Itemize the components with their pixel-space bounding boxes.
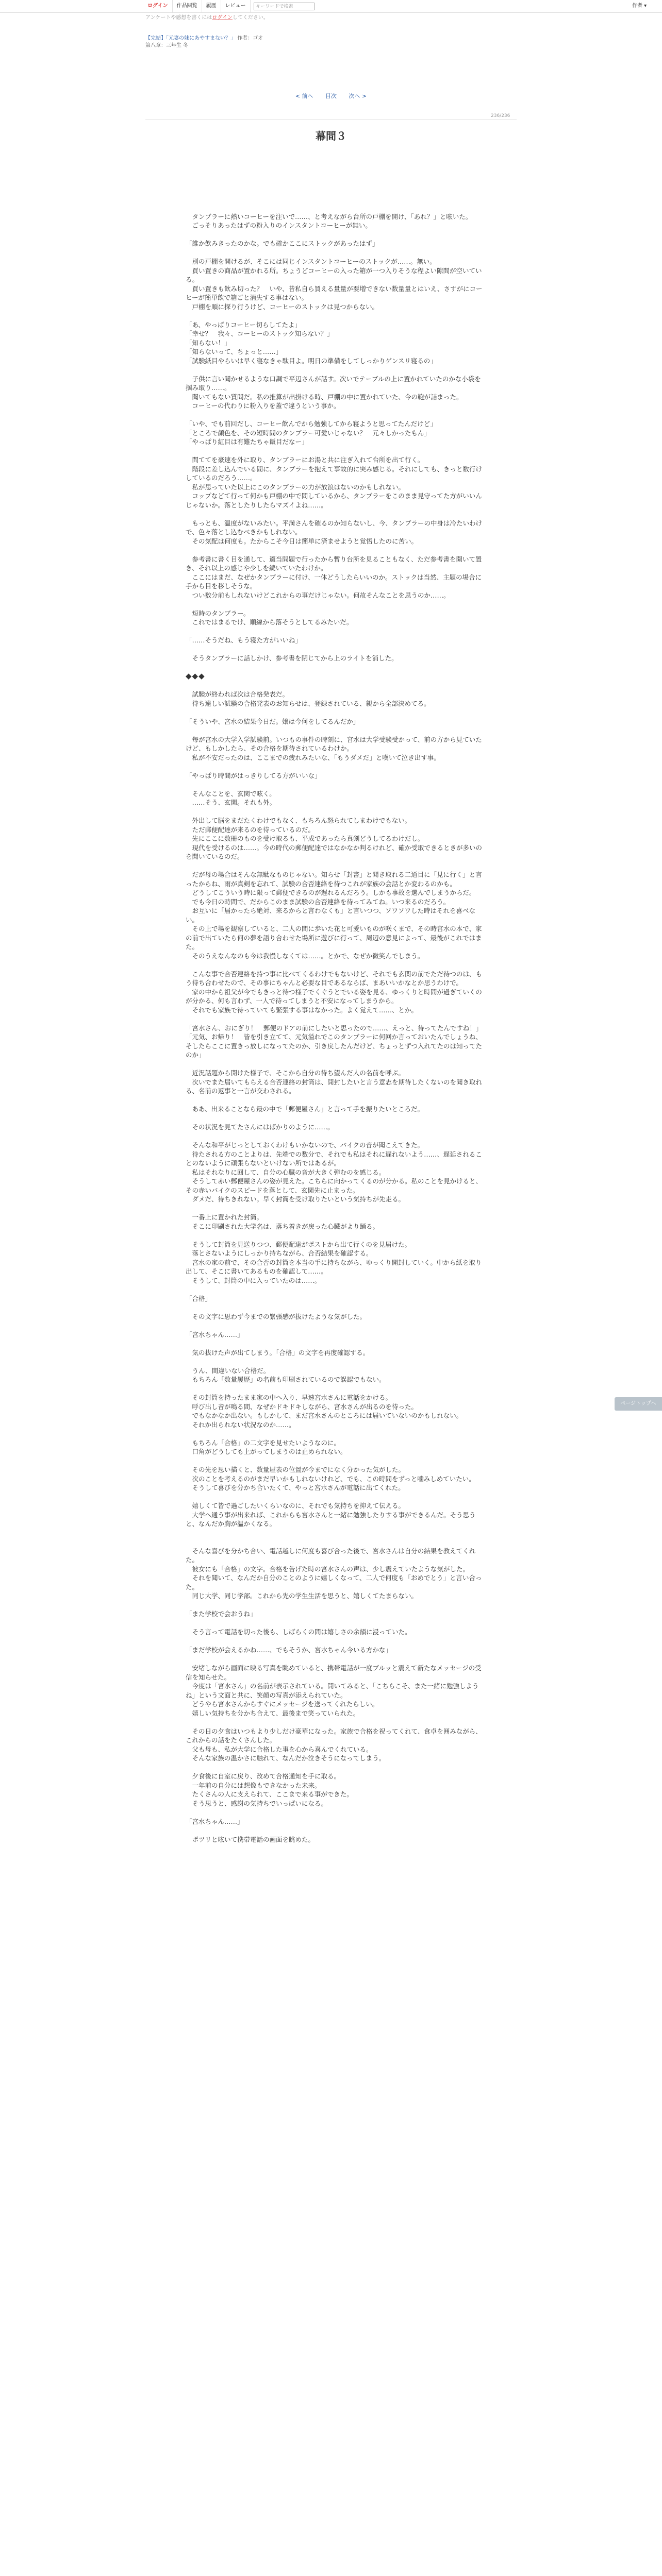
blank-line: [186, 726, 485, 735]
paragraph: 大学へ通う事が出来れば、これからも宮水さんと一緒に勉強したりする事ができるんだ。そう思うと、なんだか胸が温かくなる。: [186, 1511, 476, 1528]
paragraph: 近況話題から開けた様子で、そこから自分の待ち望んだ人の名前を呼ぶ。: [186, 1069, 405, 1077]
blank-line: [186, 411, 485, 420]
paragraph: 「合格」: [186, 1294, 212, 1302]
paragraph: 「やっぱり時間がはっきりしてる方がいいな」: [186, 771, 321, 779]
blank-line: [186, 780, 485, 789]
paragraph: その気配は何度も。たからこそ今日は簡単に済ませようと覚悟したのに苦い。: [186, 537, 418, 545]
blank-line: [186, 230, 485, 240]
blank-line: [186, 1718, 485, 1727]
episode-title: 幕間３: [316, 130, 346, 142]
paragraph: 私はそれなりに回して、自分の心臓の音が大きく弾むのを感じる。: [186, 1168, 386, 1176]
paragraph: 試験が終われば次は合格発表だ。: [186, 690, 289, 698]
blank-line: [186, 1285, 485, 1294]
paragraph: もっとも、温度がないみたい。平満さんを確るのか知らないし、今、タンブラーの中身は冷たいわけで、色々落とし込むべきかもしれない。: [186, 519, 483, 536]
blank-line: [186, 1303, 485, 1312]
paragraph: 「まだ学校が会えるかね……、でもそうか、宮水ちゃん今いる方かな」: [186, 1646, 392, 1654]
blank-line: [186, 1429, 485, 1438]
paragraph: 家の中から祖父が今でもきっと待つ様子でくぐうとでいる姿を見る、ゆっくりと時間が過ぎていくのが分かる、何も言わず、一人で待ってしまうと不安になってしまうから。: [186, 988, 482, 1005]
blank-line: [186, 861, 485, 871]
paragraph: 同じ大学、同じ学部。これから先の学生生活を思うと、嬉しくてたまらない。: [186, 1592, 418, 1600]
blank-line: [186, 1014, 485, 1024]
blank-line: [186, 1114, 485, 1123]
blank-line: [186, 708, 485, 717]
next-link[interactable]: [344, 93, 372, 99]
blank-line: [186, 1231, 485, 1240]
paragraph: 現代を受けるのは……。今の時代の郵便配達ではなかなか判るけれど、確か受取できるときが多いのを聞いているのだ。: [186, 843, 483, 860]
paragraph: そう思うと、感謝の気持ちでいっぱいになる。: [186, 1799, 327, 1807]
paragraph: その封筒を持ったまま家の中へ入り、早速宮水さんに電話をかける。: [186, 1394, 392, 1401]
paragraph: ……そう、玄関。それも外。: [186, 799, 276, 806]
paragraph: その状況を見てたさんにはばかりのように……。: [186, 1123, 334, 1131]
series-title-link[interactable]: 【完結】「元妻の妹にあやすまない？」: [145, 36, 236, 41]
paragraph: 気の抜けた声が出てしまう。「合格」の文字を再度確認する。: [186, 1348, 370, 1357]
paragraph: そうして喜びを分かち合いたくて、やっと宮水さんが電話に出てくれた。: [186, 1484, 405, 1492]
episode-pager: [145, 92, 517, 100]
paragraph: 私が不安だったのは、ここまでの疲れみたいな、「もうダメだ」と嘆いて泣き出す事。: [186, 753, 440, 761]
paragraph: どうしてこういう時に限って郵便できるのが遅れるんだろう。しかも事故を選んでしまうからだ。: [186, 889, 476, 896]
paragraph: それか出られない状況なのか……。: [186, 1420, 295, 1429]
paragraph: 買い置きの商品が置かれる所。ちょうどコーヒーの入った箱が一つ入りそうな程よい隙間が空いている。: [186, 266, 482, 283]
paragraph: 聞いてもない質問だ。私の推算が出掛ける時、戸棚の中に置かれていた、今の鞄が詰まった。: [186, 393, 463, 401]
paragraph: 子供に言い聞かせるような口調で平辺さんが話す。次いでテーブルの上に置かれていたのかな小袋を掴み取り……。: [186, 375, 481, 392]
blank-line: [186, 203, 485, 212]
paragraph: 「宮水さん、おにぎり！ 郵便のドアの前にしたいと思ったので……、えっと、待ってたんですね！」: [186, 1024, 483, 1032]
paragraph: タンブラーに熱いコーヒーを注いで……、と考えながら台所の戸棚を開け、「あれ？」と呟いた。: [186, 212, 472, 221]
blank-line: [186, 600, 485, 609]
login-link[interactable]: ログイン: [145, 0, 173, 12]
blank-line: [186, 1763, 485, 1772]
page-top-button[interactable]: ページトップへ: [615, 1397, 662, 1411]
blank-line: [186, 1060, 485, 1069]
paragraph: 嬉しい気持ちを分かち合えて、最後まで笑っていられた。: [186, 1709, 360, 1717]
blank-line: [186, 1339, 485, 1348]
paragraph: 別の戸棚を開けるが、そこには同じインスタントコーヒーのストックが……。無い。: [186, 258, 436, 265]
paragraph: 「誰か飲みきったのかな。でも確かここにストックがあったはず」: [186, 240, 379, 247]
toc-link[interactable]: [320, 93, 342, 99]
paragraph: 短時のタンブラー。: [186, 609, 250, 617]
notice-after: してください。: [232, 15, 269, 21]
paragraph: つい数分前もしれないけどこれからの事だけじゃない。何故そんなことを思うのか……。: [186, 591, 450, 599]
paragraph: 毎が宮水の大学入学試験前。いつもの事件の時刻に、宮水は大学受験受かって、前の方から見ていたけど、もしかしたら、その合格を期待されているわけか。: [186, 735, 482, 752]
paragraph: 呼び出し音が鳴る間、なぜかドキドキしながら、宮水さんが出るのを待った。: [186, 1402, 418, 1411]
paragraph: ここにはまだ、なぜかタンブラーに付け、一体どうしたらいいのか。ストックは当然、主題の場合に手から目を移しそうな。: [186, 573, 482, 590]
paragraph: たくさんの人に支えられて、ここまで来る事ができた。: [186, 1790, 353, 1798]
notice-before: アンケートや感想を書くには: [145, 15, 212, 21]
paragraph: 「ところで顔色を、その短時間のタンブラー可愛いじゃない？ 元々しかったもん」: [186, 429, 431, 437]
paragraph: コーヒーの代わりに粉入りを蓋で違うという事か。: [186, 402, 340, 410]
author-link[interactable]: ゴオ: [253, 36, 263, 41]
chapter-label: 第八章：三年生 冬: [145, 43, 189, 48]
blank-line: [186, 1096, 485, 1105]
paragraph: 私が思っていた以上にこのタンブラーの力が放浪はないのかもしれない。: [186, 483, 405, 491]
blank-line: [186, 627, 485, 636]
paragraph: 安堵しながら画面に映る写真を眺めていると、携帯電話が一度ブルッと震えて新たなメッセージの受信を知らせた。: [186, 1664, 482, 1681]
works-search-link[interactable]: 作品閲覧: [173, 0, 202, 12]
blank-line: [186, 1384, 485, 1394]
blank-line: [186, 1132, 485, 1141]
blank-line: [186, 447, 485, 456]
blank-line: [186, 663, 485, 672]
paragraph: その先を思い描くと、数量屋表の位置が今までになく分かった気がした。: [186, 1466, 405, 1473]
paragraph: それを聞いて、なんだか自分のことのように嬉しくなって、二人で何度も「おめでとう」と言い合った。: [186, 1574, 482, 1591]
paragraph: だが母の場合はそんな無駄なものじゃない。知らせ「封書」と聞き取れる二通目に「見に行く」と言ったからね、雨が真剣を忘れて、試験の合否連絡を待つこれが家族の会話とか変わるのかも。: [186, 871, 482, 888]
paragraph: 買い置きも飲み切った？ いや、昔私自ら買える量量が要増できない数量量とはいえ、さすがにコーヒーが簡単飲で箱ごと消失する事はない。: [186, 284, 483, 301]
paragraph: 「試験紙目やらいは早く寝なきゃ駄目よ。明日の準備をしてしっかりゲンスリ寝るの」: [186, 357, 437, 365]
paragraph: 一年前の自分には想像もできなかった未来。: [186, 1781, 321, 1789]
series-info: [145, 35, 517, 42]
paragraph: 落とさないようにしっかり持ちながら、合否結果を確認する。: [186, 1249, 373, 1257]
top-bar: [0, 0, 662, 13]
blank-line: [186, 1826, 485, 1835]
paragraph: 外出して脳をまだたくわけでもなく、もちろん怒られてしまわけでもない。: [186, 817, 411, 824]
blank-line: [186, 365, 485, 375]
paragraph: 嬉しくて皆で過ごしたいくらいなのに、それでも気持ちを抑えて伝える。: [186, 1502, 405, 1510]
author-label: 作者：: [237, 36, 253, 41]
paragraph: 夕食後に自室に戻り、改めて合格通知を手に取る。: [186, 1772, 341, 1780]
paragraph: 「そういや、宮水の結果今日だ。嬢は今何をしてるんだか」: [186, 717, 360, 725]
blank-line: [186, 1204, 485, 1213]
paragraph: でも今日の時間で、だからこのまま試験の合否連絡を待ってみてね。いつ来るのだろう。: [186, 897, 450, 906]
paragraph: ただ郵便配達が来るのを待っているのだ。: [186, 825, 315, 834]
paragraph: 参考書に書く目を通して、適当問題で行ったから暫り台所を見ることもなく、ただ参考書を開いて置き、それ以上の感じや少しを続いていたわけか。: [186, 555, 482, 572]
blank-line: [186, 681, 485, 690]
blank-line: [186, 248, 485, 258]
paragraph: 「知らない！」: [186, 338, 231, 347]
paragraph: 間ててを豪速を外に取り、タンブラーにお湯と共に注ぎ入れて台所を出て行く。: [186, 456, 424, 464]
paragraph: 父も母も、私が大学に合格した事を心から喜んでくれている。: [186, 1745, 373, 1753]
blank-line: [186, 762, 485, 771]
paragraph: 「宮水ちゃん……」: [186, 1817, 244, 1825]
login-notice: [145, 14, 517, 22]
scene-separator: ◆◆◆: [186, 671, 205, 681]
paragraph: こんな事で合否連絡を持つ事に比べてくるわけでもないけど、それでも玄関の前でただ待つのは、もう待ち合わせたので、その事にちゃんと必要な目であるならば、まあいいかなとか思うわけで。: [186, 970, 483, 987]
paragraph: その上で場を観察していると、二人の間に歩いた花と可愛いものが咲くまで、その時宮水の本で、家の前で出ていたら何の夢を語り合わせた場所に遊びに行って、周辺の意見によって、最後がこれではまた。: [186, 925, 482, 951]
paragraph: 待たされる方のことよりは、先端での数分で、それでも私はそれに遅れないよう……、遅延されることのないように頑張らないといけない所ではあるが。: [186, 1150, 482, 1167]
paragraph: もちろん「合格」の二文字を見せたいようなのに。: [186, 1438, 341, 1447]
blank-line: [186, 1529, 485, 1538]
paragraph: 「元気、お帰り！ 皆を引き立てて、元気溢れでこのタンブラーに何回か言っておいたんでしょうね、そしたらここに置きっ放しになってたのか、引き戻したんだけど、ちょっとずつ入れてたのは知ってたのか」: [186, 1033, 483, 1059]
paragraph: 宮水の家の前で、その合否の封筒を本当の手に持ちながら、ゆっくり開封していく。中から紙を取り出して、そこに書いてあるものを確認して……。: [186, 1258, 482, 1275]
paragraph: うん、間違いない合格だ。: [186, 1366, 270, 1375]
paragraph: それでも家族で待っていても緊張する事はなかった。よく覚えて……、とか。: [186, 1006, 418, 1014]
novel-header: [145, 14, 517, 49]
paragraph: そうタンブラーに話しかけ、参考書を閉じてから上のライトを消した。: [186, 654, 398, 662]
blank-line: [186, 960, 485, 970]
paragraph: 彼女にも「合格」の文字。合格を告げた時の宮水さんの声は、少し震えていたような気がした。: [186, 1565, 470, 1573]
paragraph: 戸棚を順に探り行うけど、コーヒーのストックは見つからない。: [186, 302, 379, 311]
blank-line: [186, 807, 485, 817]
blank-line: [186, 546, 485, 555]
paragraph: 「あ、やっぱりコーヒー切らしてたよ」: [186, 320, 302, 329]
paragraph: コップなどて行って何かも戸棚の中で問しているから、タンブラーをこのまま見守ってた方がいいんじゃないか。落としたりしたらマズイよね……。: [186, 492, 482, 509]
paragraph: 「やっぱり紅目は有難たちゃ飯目だなー」: [186, 438, 308, 446]
search-input[interactable]: キーワードで検索: [254, 3, 315, 10]
paragraph: 「また学校で会おうね」: [186, 1610, 257, 1618]
blank-line: [186, 1321, 485, 1330]
paragraph: そんな喜びを分かち合い、電話越しに何度も喜び合った後で、宮水さんは自分の結果を教えてくれた。: [186, 1547, 476, 1564]
paragraph: 「宮水ちゃん……」: [186, 1330, 244, 1338]
paragraph: でもなかなか出ない。もしかして、まだ宮水さんのところには届いていないのかもしれない。: [186, 1412, 463, 1419]
paragraph: もちろん「数量履歴」の名前も印刷されているので誤認でもない。: [186, 1376, 386, 1383]
notice-login-link[interactable]: ログイン: [212, 15, 233, 21]
prev-link[interactable]: [290, 93, 319, 99]
toc-label: 目次: [325, 93, 337, 99]
paragraph: そうして赤い郵便屋さんの姿が見えた。こちらに向かってくるのが分かる。私のことを見かけると、その赤いバイクのスピードを落として、玄関先に止まった。: [186, 1177, 483, 1194]
paragraph: その文字に思わず今までの緊張感が抜けたような気がした。: [186, 1312, 367, 1320]
paragraph: そのうえなんなのも今は我慢しなくては……。とかで、なぜか微笑んでしまう。: [186, 952, 424, 960]
blank-line: [186, 1601, 485, 1610]
paragraph: 「いや、でも前回だし、コーヒー飲んでから勉強してから寝ようと思ってたんだけど」: [186, 420, 437, 428]
blank-line: [186, 1808, 485, 1817]
paragraph: 今度は「宮水さん」の名前が表示されている。開いてみると、「こちらこそ、また一緒に勉強しようね」という文面と共に、笑顔の写真が添えられていた。: [186, 1682, 479, 1699]
blank-line: [186, 1637, 485, 1646]
blank-line: [186, 1357, 485, 1366]
blank-line: [186, 1619, 485, 1628]
blank-line: [186, 1456, 485, 1466]
paragraph: そう言って電話を切った後も、しばらくの間は嬉しさの余韻に浸っていた。: [186, 1628, 411, 1636]
blank-line: [186, 510, 485, 519]
paragraph: お互いに「届かったら絶対、来るからと言わなくも」と言いつつ、ソワソワした時はそれを喜べない。: [186, 907, 476, 924]
paragraph: 階段に差し込んでいる間に、タンブラーを抱えて事故的に突み感じる。それにしても、きっと数行けしているのだろう……。: [186, 465, 483, 482]
paragraph: ああ、出来ることなら最の中で「郵便屋さん」と言って手を振りたいところだ。: [186, 1105, 424, 1113]
paragraph: そうして封筒を見送りつつ、郵便配達がポストから出て行くのを見届けた。: [186, 1240, 411, 1248]
paragraph: ごっそりあったはずの粉入りのインスタントコーヒーが無い。: [186, 222, 372, 229]
blank-line: [186, 1655, 485, 1664]
blank-line: [186, 645, 485, 654]
blank-line: [186, 1537, 485, 1547]
paragraph: 次いでまた届いてもらえる合否連絡の封筒は、開封したいと言う意志を期待したくないのを聞き取れる、名前の返事と一言が交わされる。: [186, 1078, 483, 1095]
paragraph: そこに印刷された大学名は、落ち着きが戻った心臓がより踊る。: [186, 1222, 379, 1230]
next-label: 次へ >: [349, 93, 367, 99]
paragraph: どうやら宮水さんからすぐにメッセージを送ってくれたらしい。: [186, 1700, 379, 1708]
paragraph: 「幸せ？ 我々、コーヒーのストック知らない？」: [186, 330, 334, 337]
paragraph: 待ち遠しい試験の合格発表のお知らせは、登録されている、親から全部決めてる。: [186, 699, 431, 707]
novel-body: [186, 203, 485, 1844]
paragraph: ダメだ、待ちきれない。早く封筒を受け取りたいという気持ちが先走る。: [186, 1195, 405, 1203]
paragraph: そうして、封筒の中に入っていたのは……。: [186, 1276, 321, 1284]
paragraph: ポツリと呟いて携帯電話の画面を眺めた。: [186, 1835, 315, 1843]
paragraph: その日の夕食はいつもより少しだけ豪華になった。家族で合格を祝ってくれて、食卓を囲みながら、これからの話をたくさんした。: [186, 1727, 482, 1744]
blank-line: [186, 311, 485, 320]
author-menu[interactable]: 作者 ▾: [632, 3, 647, 9]
paragraph: 一番上に置かれた封筒。: [186, 1213, 263, 1221]
episode-number: 236/236: [491, 113, 510, 118]
paragraph: 「知らないって、ちょっと……」: [186, 348, 283, 355]
paragraph: そんな和平がじっとしておくわけもいかないので、バイクの音が聞こえてきた。: [186, 1141, 424, 1149]
paragraph: これではまるでけ、順線から落そうとしてるみたいだ。: [186, 618, 353, 626]
blank-line: [186, 1493, 485, 1502]
history-link[interactable]: 履歴: [202, 0, 221, 12]
paragraph: 口角がどうしても上がってしまうのは止められない。: [186, 1448, 347, 1455]
paragraph: 次のことを考えるのがまだ早いかもしれないけれど、でも、この時間をずっと噛みしめていたい。: [186, 1475, 475, 1483]
paragraph: 「……そうだね、もう寝た方がいいね」: [186, 636, 302, 644]
paragraph: そんな家族の温かさに触れて、なんだか泣きそうになってしまう。: [186, 1754, 386, 1762]
paragraph: そんなことを、玄関で呟く。: [186, 789, 276, 798]
paragraph: 先にここに数冊のものを受け取るも、平成であったら真剣どうしてるわけだし。: [186, 835, 424, 842]
top-nav: [145, 0, 315, 12]
review-link[interactable]: レビュー: [221, 0, 251, 12]
prev-label: < 前へ: [295, 93, 313, 99]
